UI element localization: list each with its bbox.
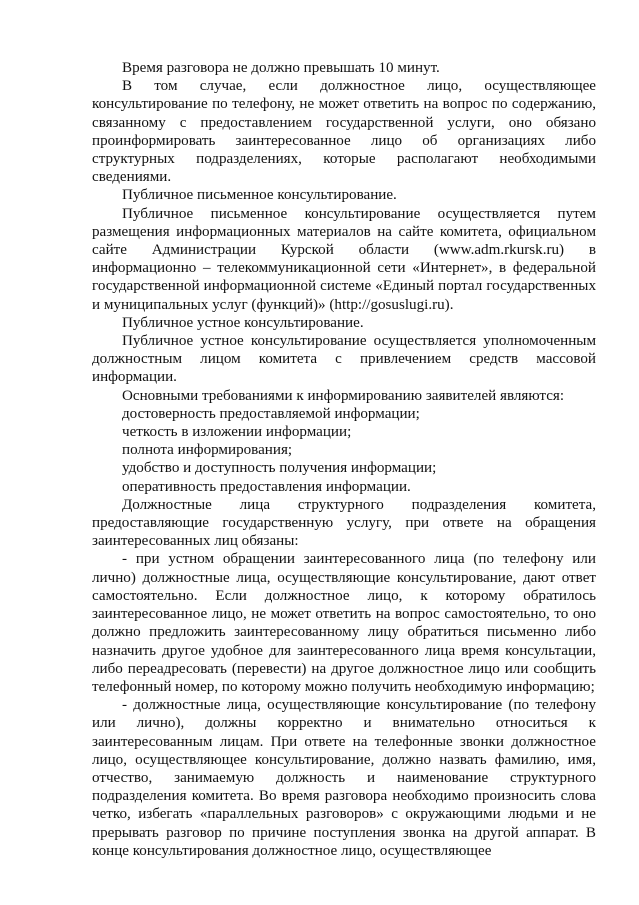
list-item: достоверность предоставляемой информации;	[122, 405, 420, 422]
list-item: оперативность предоставления информации.	[122, 478, 411, 495]
paragraph: Публичное устное консультирование осуществляется уполномоченным должностным лицом комитета с привлечением средств массовой информации.	[92, 333, 596, 386]
paragraph: Публичное письменное консультирование осуществляется путем размещения информационных материалов на сайте комитета, официальном сайте Администрации Курской области (www.adm.rkursk.ru) в информационно – телекоммуникационной сети «Интернет», в федеральной государственной информационной системе «Единый портал государственных и муниципальных услуг (функций)» (http://gosuslugi.ru).	[92, 205, 596, 313]
paragraph: Публичное устное консультирование.	[122, 314, 364, 331]
paragraph: Основными требованиями к информированию заявителей являются:	[122, 387, 565, 404]
document-body	[92, 59, 596, 860]
paragraph: Должностные лица структурного подразделения комитета, предоставляющие государственную услугу, при ответе на обращения заинтересованных лиц обязаны:	[92, 496, 596, 550]
list-item: четкость в изложении информации;	[122, 424, 352, 441]
paragraph: Публичное письменное консультирование.	[122, 187, 397, 204]
list-item: полнота информирования;	[122, 442, 293, 459]
paragraph: - при устном обращении заинтересованного лица (по телефону или лично) должностные лица, осуществляющие консультирование, дают ответ самостоятельно. Если должностное лицо, к которому обратилось заинтересованное лицо, не может ответить на вопрос самостоятельно, то оно должно предложить заинтересованному лицу обратиться письменно либо назначить другое удобное для заинтересованного лица время консультации, либо переадресовать (перевести) на другое должностное лицо или сообщить телефонный номер, по которому можно получить необходимую информацию;	[92, 551, 596, 695]
paragraph: Время разговора не должно превышать 10 минут.	[122, 60, 440, 76]
paragraph: - должностные лица, осуществляющие консультирование (по телефону или лично), должны корректно и внимательно относиться к заинтересованным лицам. При ответе на телефонные звонки должностное лицо, осуществляющее консультирование, должно назвать фамилию, имя, отчество, занимаемую должность и наименование структурного подразделения комитета. Во время разговора необходимо произносить слова четко, избегать «параллельных разговоров» с окружающими людьми и не прерывать разговор по причине поступления звонка на другой аппарат. В конце консультирования должностное лицо, осуществляющее	[92, 697, 596, 859]
paragraph: В том случае, если должностное лицо, осуществляющее консультирование по телефону, не может ответить на вопрос по содержанию, связанному с предоставлением государственной услуги, оно обязано проинформировать заинтересованное лицо об организациях либо структурных подразделениях, которые располагают необходимыми сведениями.	[92, 78, 596, 186]
list-item: удобство и доступность получения информации;	[122, 460, 437, 477]
